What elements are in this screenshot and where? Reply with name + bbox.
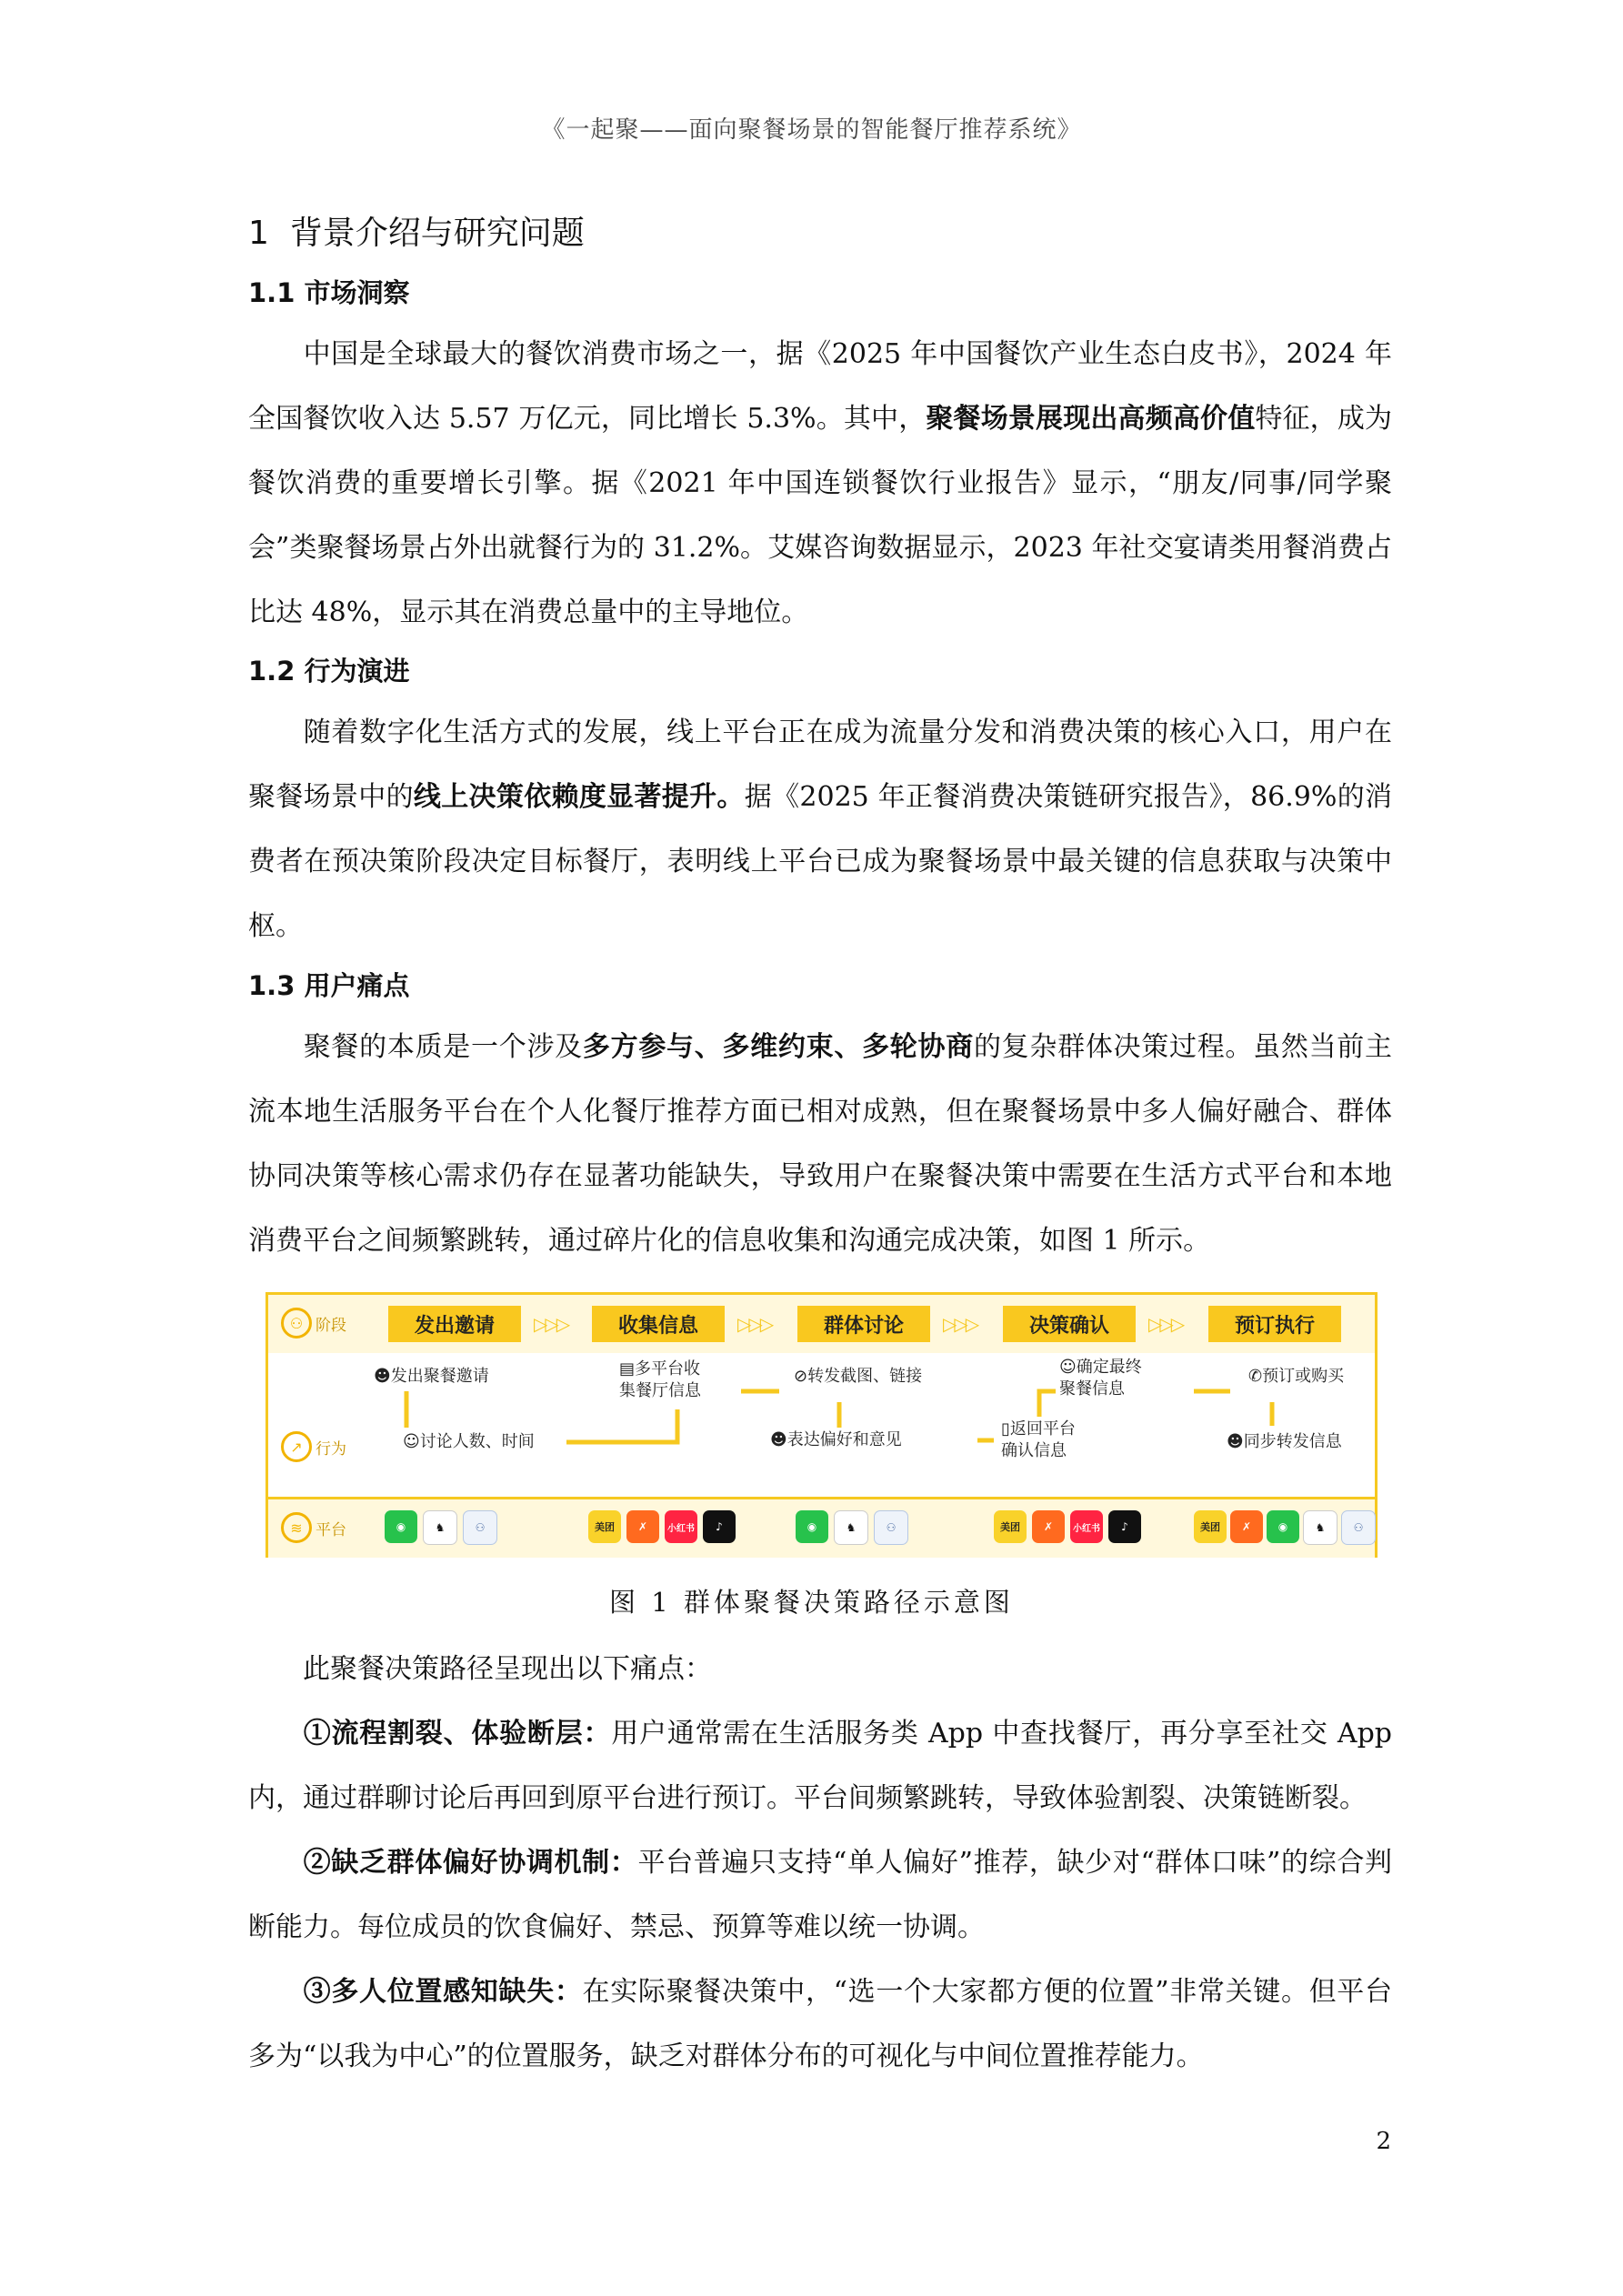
chevron-icon: ▷▷▷ [737, 1313, 772, 1335]
decision-path-figure [265, 1292, 1378, 1558]
pain-point-2: ②缺乏群体偏好协调机制：平台普遍只支持“单人偏好”推荐，缺少对“群体口味”的综合判断能力。每位成员的饮食偏好、禁忌、预算等难以统一协调。 [248, 1847, 1392, 1943]
stage-band [268, 1295, 1375, 1356]
arrow-2 [566, 1409, 677, 1442]
face-icon: ☺ [1059, 1358, 1077, 1377]
flow-arrows [268, 1353, 1375, 1497]
people-icon: ⚇ [281, 1308, 312, 1338]
wechat-icon: ◉ [1267, 1510, 1299, 1543]
meituan-icon: 美团 [588, 1510, 621, 1543]
action-item: ☺讨论人数、时间 [403, 1432, 535, 1451]
platform-group [796, 1510, 908, 1545]
pain-point-3: ③多人位置感知缺失：在实际聚餐决策中，“选一个大家都方便的位置”非常关键。但平台多为“以我为中心”的位置服务，缺乏对群体分布的可视化与中间位置推荐能力。 [248, 1976, 1392, 2072]
platform-row-label: ≋ 平台 [281, 1512, 346, 1543]
figure-caption: 图 1 群体聚餐决策路径示意图 [609, 1587, 1014, 1618]
pain-point-1: ①流程割裂、体验断层：用户通常需在生活服务类 App 中查找餐厅，再分享至社交 App 内，通过群聊讨论后再回到原平台进行预订。平台间频繁跳转，导致体验割裂、决策链断裂。 [248, 1718, 1392, 1814]
chevron-icon: ▷▷▷ [943, 1313, 977, 1335]
platform-group [1194, 1510, 1376, 1545]
dianping-icon: ✗ [1230, 1510, 1263, 1543]
platform-group [994, 1510, 1141, 1543]
stage-2: 收集信息 [592, 1306, 725, 1342]
meituan-icon: 美团 [1194, 1510, 1227, 1543]
paragraph-market: 中国是全球最大的餐饮消费市场之一，据《2025 年中国餐饮产业生态白皮书》，2024 年全国餐饮收入达 5.57 万亿元，同比增长 5.3%。其中，聚餐场景展现出高频高价值特征，成为餐饮消费的重要增长引擎。据《2021 年中国连锁餐饮行业报告》显示，“朋友/同事/同学聚会”类聚餐场景占外出就餐行为的 31.2%。艾媒咨询数据显示，2023 年社交宴请类用餐消费占比达 48%，显示其在消费总量中的主导地位。 [248, 338, 1393, 628]
section-number: 1 [248, 215, 269, 252]
stage-3: 群体讨论 [797, 1306, 930, 1342]
group-chat-icon: ⚇ [874, 1510, 908, 1545]
action-item: ☺确定最终 聚餐信息 [1059, 1358, 1142, 1399]
qq-icon: ♞ [834, 1510, 868, 1545]
douyin-icon: ♪ [703, 1510, 736, 1543]
qq-icon: ♞ [1303, 1510, 1337, 1545]
page-number: 2 [1376, 2128, 1391, 2155]
subsection-heading-1-3: 1.3 用户痛点 [248, 970, 410, 1001]
paragraph-behavior: 随着数字化生活方式的发展，线上平台正在成为流量分发和消费决策的核心入口，用户在聚餐场景中的线上决策依赖度显著提升。据《2025 年正餐消费决策链研究报告》，86.9%的消费者在预决策阶段决定目标餐厅，表明线上平台已成为聚餐场景中最关键的信息获取与决策中枢。 [248, 717, 1393, 942]
douyin-icon: ♪ [1108, 1510, 1141, 1543]
phone-icon: ✆ [1248, 1367, 1263, 1386]
chevron-icon: ▷▷▷ [1148, 1313, 1183, 1335]
subsection-heading-1-2: 1.2 行为演进 [248, 656, 410, 687]
emphasis: 线上决策依赖度显著提升。 [413, 781, 745, 813]
section-title: 背景介绍与研究问题 [289, 215, 585, 252]
action-item: ☻发出聚餐邀请 [374, 1367, 489, 1386]
running-header: 《一起聚——面向聚餐场景的智能餐厅推荐系统》 [541, 116, 1082, 144]
paragraph-painpoints: 聚餐的本质是一个涉及多方参与、多维约束、多轮协商的复杂群体决策过程。虽然当前主流本地生活服务平台在个人化餐厅推荐方面已相对成熟，但在聚餐场景中多人偏好融合、群体协同决策等核心需求仍存在显著功能缺失，导致用户在聚餐决策中需要在生活方式平台和本地消费平台之间频繁跳转，通过碎片化的信息收集和沟通完成决策，如图 1 所示。 [248, 1031, 1393, 1257]
stage-5: 预订执行 [1208, 1306, 1341, 1342]
action-item: ▤多平台收 集餐厅信息 [619, 1359, 701, 1400]
stage-row-label: ⚇ 阶段 [281, 1308, 346, 1338]
platform-group [385, 1510, 497, 1545]
section-heading [248, 207, 585, 254]
face-icon: ☻ [1227, 1432, 1244, 1451]
chevron-icon: ▷▷▷ [534, 1313, 568, 1335]
trend-icon: ↗ [281, 1431, 312, 1462]
action-item: ▯返回平台 确认信息 [1001, 1419, 1076, 1460]
face-icon: ☻ [374, 1367, 391, 1386]
dianping-icon: ✗ [1032, 1510, 1065, 1543]
action-item: ☻同步转发信息 [1227, 1432, 1342, 1451]
qq-icon: ♞ [423, 1510, 457, 1545]
phone-icon: ▯ [1001, 1419, 1010, 1439]
subsection-heading-1-1: 1.1 市场洞察 [248, 277, 410, 308]
xiaohongshu-icon: 小红书 [665, 1510, 697, 1543]
stage-1: 发出邀请 [388, 1306, 521, 1342]
stage-4: 决策确认 [1003, 1306, 1136, 1342]
face-icon: ☻ [770, 1430, 787, 1449]
platform-band [268, 1497, 1375, 1558]
face-icon: ☺ [403, 1432, 420, 1451]
layers-icon: ≋ [281, 1512, 312, 1543]
action-item: ✆预订或购买 [1248, 1367, 1345, 1386]
wechat-icon: ◉ [796, 1510, 828, 1543]
wechat-icon: ◉ [385, 1510, 417, 1543]
dianping-icon: ✗ [626, 1510, 659, 1543]
clipboard-icon: ▤ [619, 1359, 636, 1379]
action-row-label: ↗ 行为 [281, 1431, 346, 1462]
meituan-icon: 美团 [994, 1510, 1027, 1543]
emphasis: 多方参与、多维约束、多轮协商 [582, 1031, 974, 1063]
platform-group [588, 1510, 736, 1543]
link-icon: ⊘ [794, 1367, 808, 1386]
emphasis: 聚餐场景展现出高频高价值 [926, 403, 1256, 435]
group-chat-icon: ⚇ [1341, 1510, 1376, 1545]
action-item: ☻表达偏好和意见 [770, 1430, 902, 1449]
arrow-6 [1039, 1391, 1056, 1417]
group-chat-icon: ⚇ [463, 1510, 497, 1545]
pain-intro: 此聚餐决策路径呈现出以下痛点： [303, 1653, 712, 1685]
xiaohongshu-icon: 小红书 [1070, 1510, 1103, 1543]
action-item: ⊘转发截图、链接 [794, 1367, 923, 1386]
